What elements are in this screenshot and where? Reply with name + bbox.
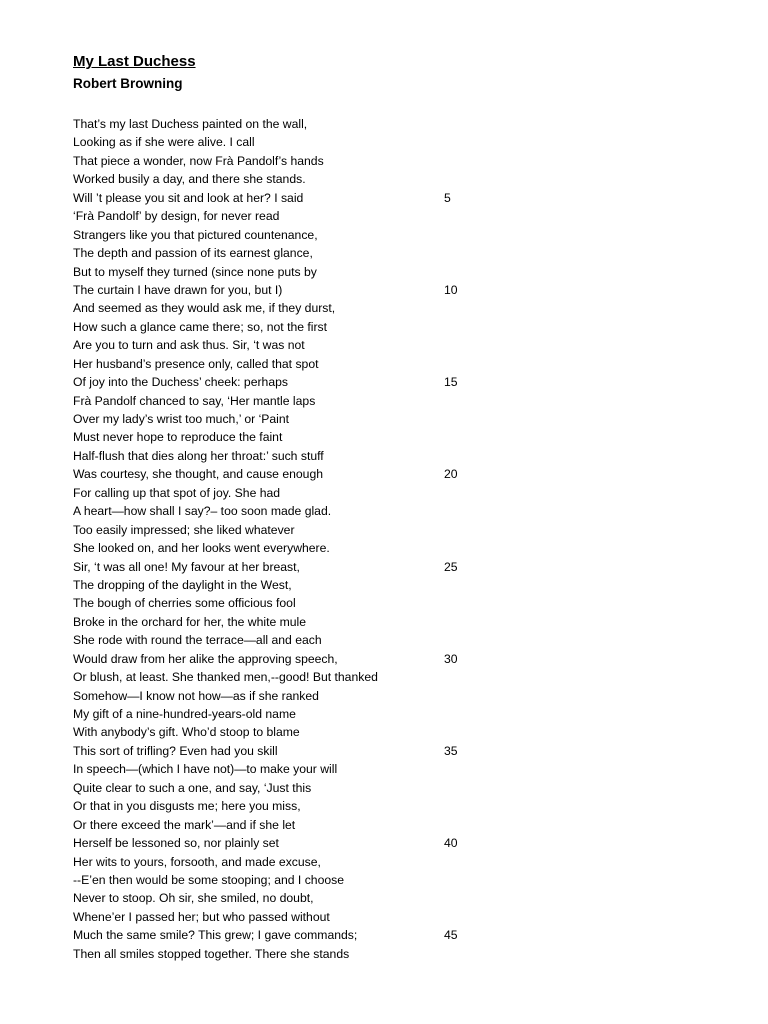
poem-line-text: Over my lady’s wrist too much,’ or ‘Paint: [73, 412, 290, 426]
poem-line-text: Too easily impressed; she liked whatever: [73, 522, 295, 537]
poem-line: [73, 170, 473, 188]
poem-line: [73, 484, 473, 502]
poem-line-text: The depth and passion of its earnest glance,: [73, 246, 313, 261]
line-number: 40: [444, 836, 458, 851]
poem-line-text: In speech—(which I have not)—to make your will: [73, 762, 338, 777]
poem-line: [73, 539, 473, 557]
poem-line: [73, 207, 473, 225]
poem-line-text: --E’en then would be some stooping; and I choose: [73, 872, 345, 887]
poem-line: [73, 244, 473, 262]
poem-line-text: Or that in you disgusts me; here you miss,: [73, 799, 301, 814]
poem-line-text: Was courtesy, she thought, and cause enough: [73, 467, 324, 482]
poem-line: [73, 521, 473, 539]
poem-line: [73, 115, 473, 133]
poem-line-text: This sort of trifling? Even had you skill: [73, 743, 278, 758]
poem-line-text: The curtain I have drawn for you, but I): [73, 282, 283, 297]
poem-line: [73, 428, 473, 446]
poem-line-text: ‘Frà Pandolf’ by design, for never read: [73, 209, 280, 224]
poem-line: [73, 779, 473, 797]
poem-line-text: Must never hope to reproduce the faint: [73, 430, 283, 445]
poem-line-text: Quite clear to such a one, and say, ‘Just this: [73, 780, 312, 795]
poem-line-text: And seemed as they would ask me, if they durst,: [73, 301, 336, 316]
poem-line: [73, 908, 473, 926]
poem-line-text: But to myself they turned (since none puts by: [73, 264, 317, 279]
poem-line-text: That piece a wonder, now Frà Pandolf’s hands: [73, 153, 324, 168]
poem-line-text: My gift of a nine-hundred-years-old name: [73, 707, 296, 721]
line-number: 45: [444, 928, 458, 943]
poem-line: [73, 816, 473, 834]
poem-title: My Last Duchess: [73, 53, 196, 70]
line-number: 5: [444, 190, 451, 205]
poem-line-text: Looking as if she were alive. I call: [73, 135, 255, 150]
poem-line: [73, 447, 473, 465]
line-number: 35: [444, 743, 458, 758]
poem-author: Robert Browning: [73, 76, 183, 91]
poem-line-text: Herself be lessoned so, nor plainly set: [73, 836, 279, 851]
poem-line: [73, 465, 473, 483]
poem-line-text: Worked busily a day, and there she stands.: [73, 172, 306, 187]
poem-line-text: How such a glance came there; so, not the first: [73, 319, 328, 334]
poem-line: [73, 392, 473, 410]
poem-line-text: She looked on, and her looks went everywhere.: [73, 541, 330, 556]
poem-line-text: She rode with round the terrace—all and each: [73, 633, 322, 648]
poem-line: [73, 373, 473, 391]
line-number: 25: [444, 559, 458, 574]
line-number: 20: [444, 467, 458, 482]
poem-line: [73, 631, 473, 649]
poem-line: [73, 705, 473, 723]
poem-line-text: Or there exceed the mark’—and if she let: [73, 817, 296, 832]
poem-line: [73, 742, 473, 760]
poem-line: [73, 558, 473, 576]
poem-line-text: Would draw from her alike the approving speech,: [73, 651, 338, 666]
poem-line: [73, 926, 473, 944]
poem-line: [73, 594, 473, 612]
poem-line-text: For calling up that spot of joy. She had: [73, 485, 281, 500]
poem-line-text: Half-flush that dies along her throat:’ such stuff: [73, 448, 324, 463]
poem-line-text: Whene’er I passed her; but who passed without: [73, 909, 330, 924]
line-number: 15: [444, 375, 458, 390]
poem-line-text: With anybody’s gift. Who’d stoop to blame: [73, 725, 300, 740]
poem-line-text: The dropping of the daylight in the West,: [73, 577, 292, 592]
poem-line: [73, 281, 473, 299]
poem-line-text: Are you to turn and ask thus. Sir, ‘t was not: [73, 338, 305, 353]
poem-line: [73, 152, 473, 170]
poem-line-text: Frà Pandolf chanced to say, ‘Her mantle laps: [73, 393, 316, 408]
poem-line: [73, 723, 473, 741]
poem-line: [73, 226, 473, 244]
poem-line: [73, 945, 473, 963]
poem-line-text: Then all smiles stopped together. There she stands: [73, 946, 350, 961]
poem-line-text: Or blush, at least. She thanked men,--good! But thanked: [73, 670, 378, 685]
poem-line: [73, 889, 473, 907]
poem-line: [73, 853, 473, 871]
poem-line: [73, 318, 473, 336]
poem-line-text: Strangers like you that pictured countenance,: [73, 227, 318, 242]
poem-line-text: Will ’t please you sit and look at her? I said: [73, 190, 304, 205]
poem-line: [73, 133, 473, 151]
poem-line: [73, 687, 473, 705]
poem-line-text: Never to stoop. Oh sir, she smiled, no doubt,: [73, 891, 314, 906]
line-number: 30: [444, 651, 458, 666]
poem-body: [73, 115, 473, 963]
poem-line: [73, 650, 473, 668]
poem-line-text: Somehow—I know not how—as if she ranked: [73, 688, 319, 703]
poem-line: [73, 834, 473, 852]
poem-line: [73, 576, 473, 594]
line-number: 10: [444, 282, 458, 297]
poem-line-text: The bough of cherries some officious fool: [73, 596, 296, 611]
poem-line: [73, 410, 473, 428]
poem-line-text: A heart—how shall I say?– too soon made glad.: [73, 504, 332, 519]
poem-line: [73, 668, 473, 686]
poem-line-text: Sir, ‘t was all one! My favour at her breast,: [73, 559, 300, 574]
poem-line: [73, 502, 473, 520]
poem-line: [73, 871, 473, 889]
poem-line: [73, 760, 473, 778]
poem-line: [73, 299, 473, 317]
poem-line-text: Her wits to yours, forsooth, and made excuse,: [73, 854, 321, 869]
poem-line: [73, 797, 473, 815]
poem-line: [73, 189, 473, 207]
poem-line-text: Her husband’s presence only, called that spot: [73, 356, 319, 371]
poem-line: [73, 613, 473, 631]
poem-line: [73, 355, 473, 373]
poem-line-text: That’s my last Duchess painted on the wall,: [73, 117, 308, 131]
poem-line-text: Much the same smile? This grew; I gave commands;: [73, 928, 358, 943]
poem-line: [73, 263, 473, 281]
poem-line: [73, 336, 473, 354]
poem-line-text: Broke in the orchard for her, the white mule: [73, 614, 307, 629]
poem-line-text: Of joy into the Duchess’ cheek: perhaps: [73, 375, 288, 390]
